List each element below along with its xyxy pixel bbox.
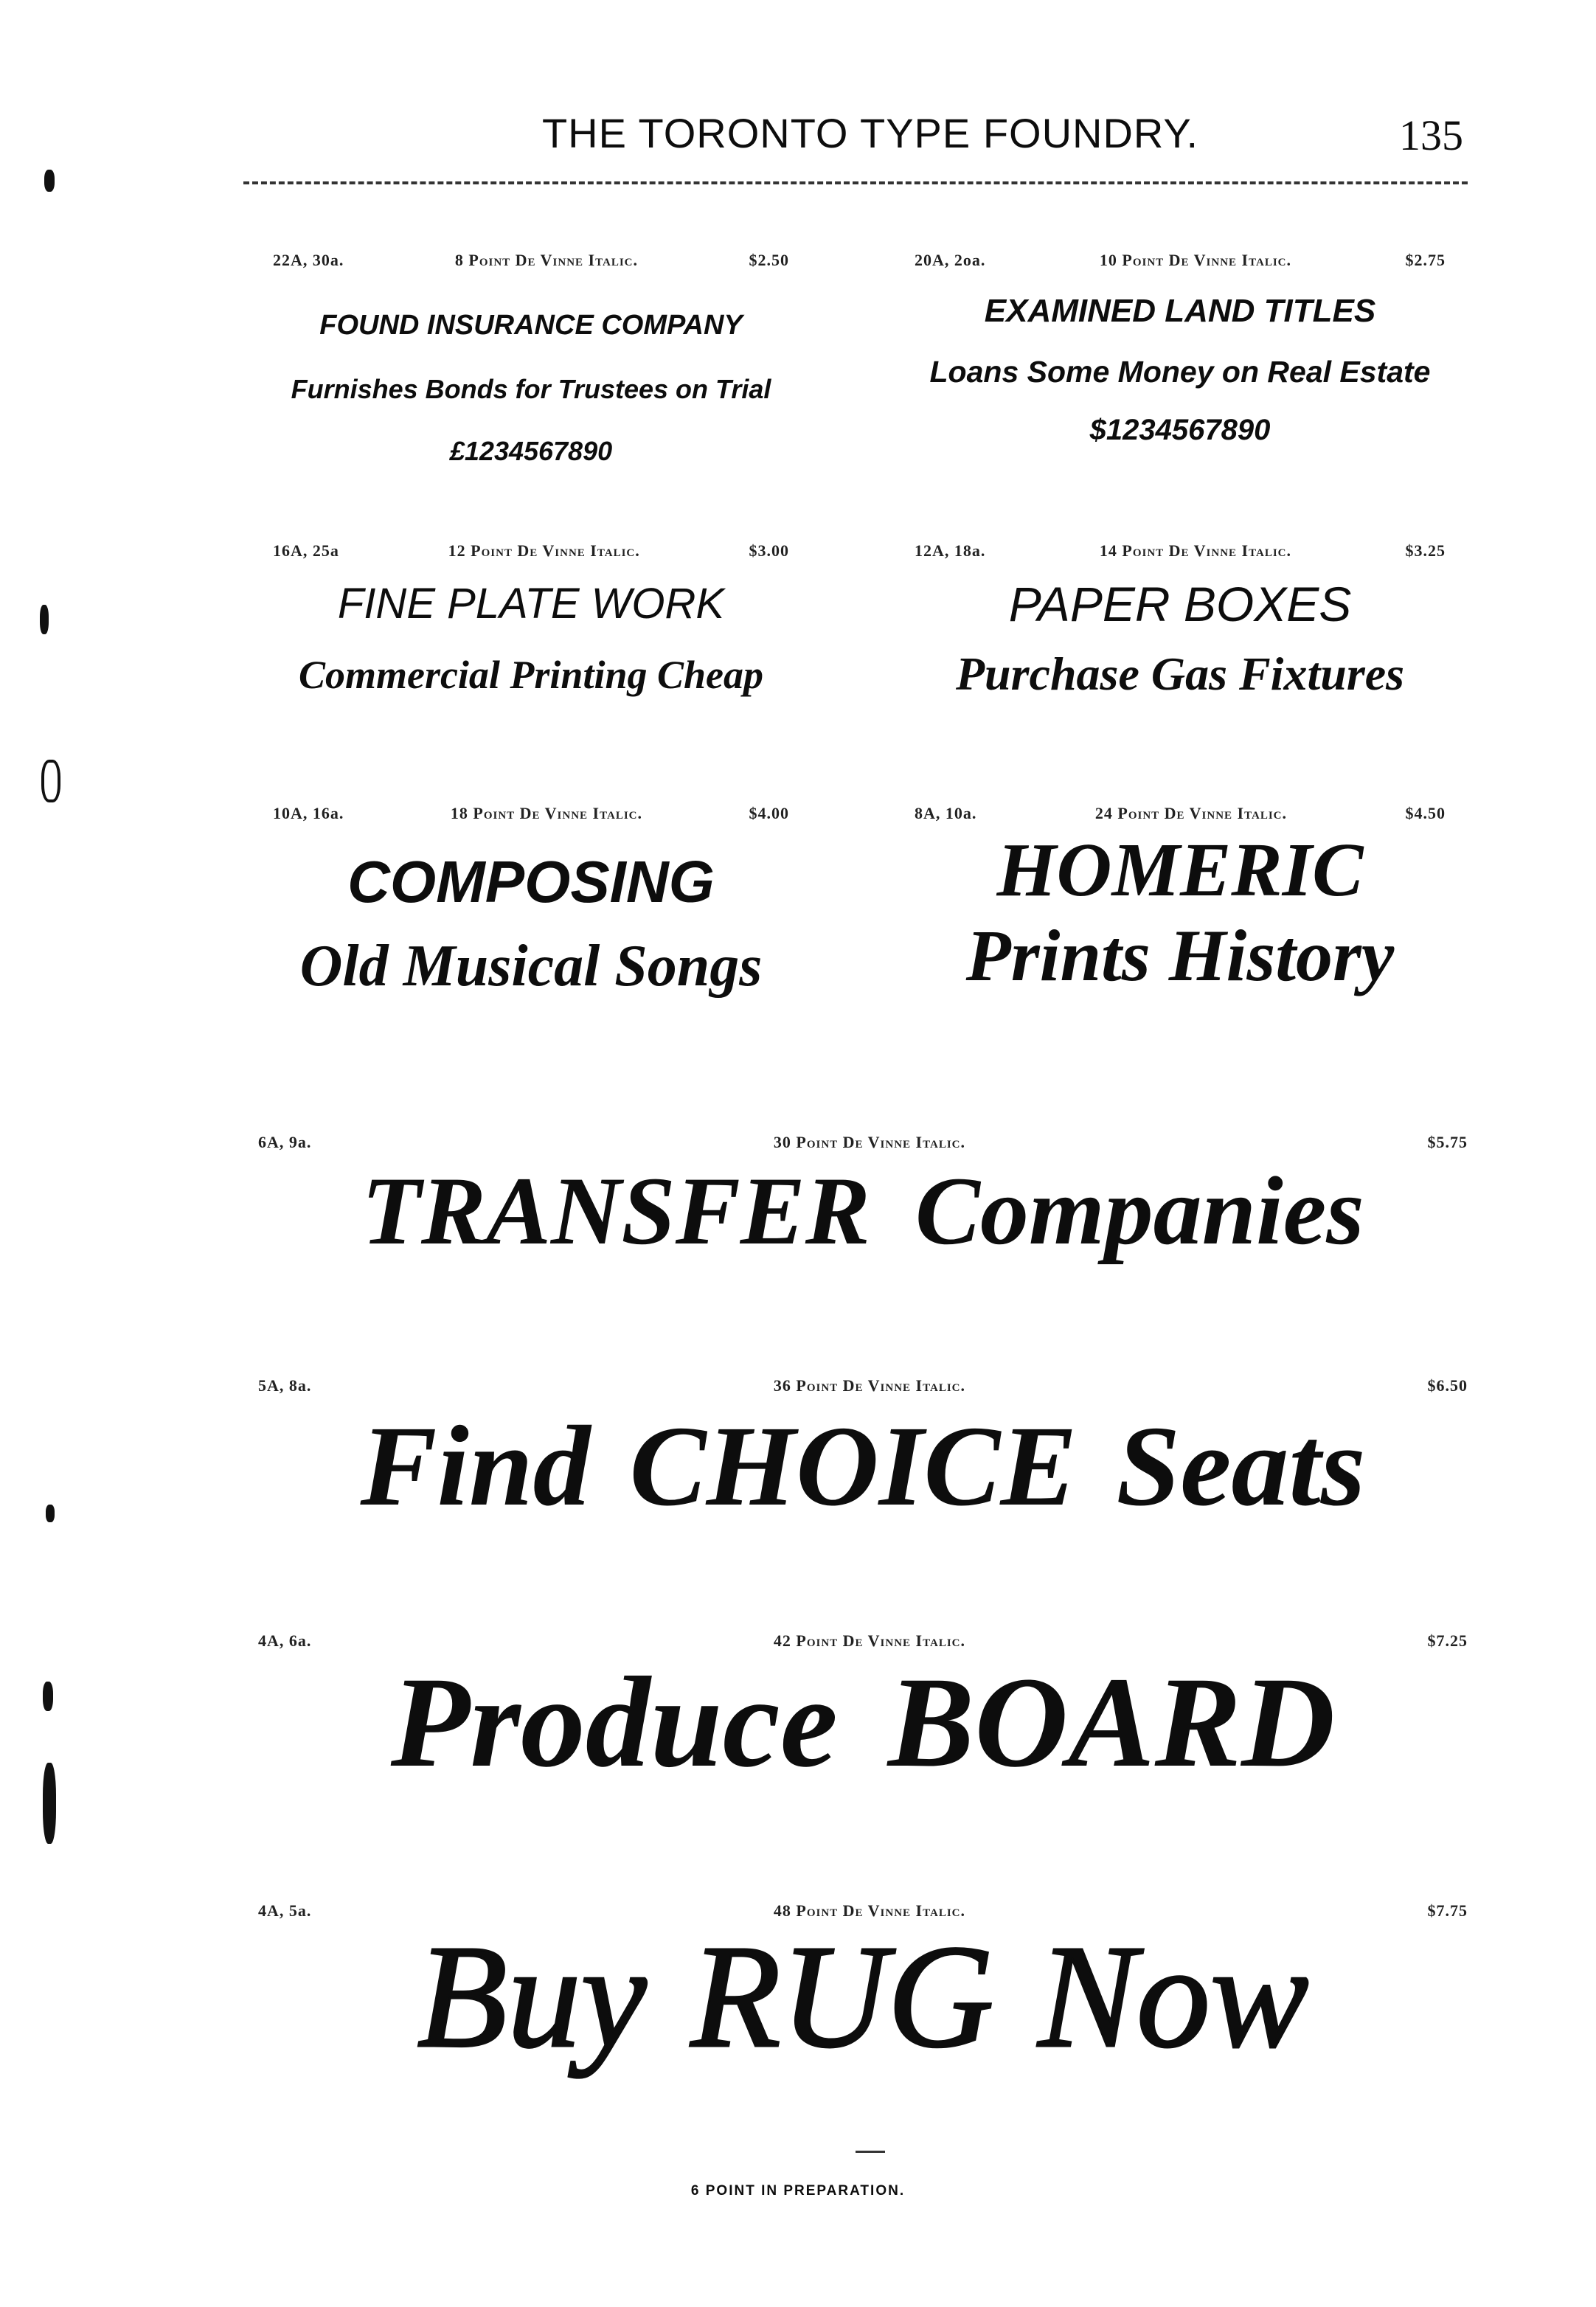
font-price: $2.75 — [1405, 251, 1446, 269]
sample-line: Loans Some Money on Real Estate — [929, 355, 1431, 389]
specimen-42pt — [258, 1631, 1468, 1794]
sample-line: Produce BOARD — [390, 1651, 1336, 1794]
page-title: THE TORONTO TYPE FOUNDRY. — [541, 110, 1199, 156]
sample-line: Commercial Printing Cheap — [298, 653, 764, 697]
font-price: $4.00 — [749, 804, 789, 822]
font-name: 8 Point De Vinne Italic. — [454, 251, 639, 269]
specimen-spec — [892, 541, 1468, 561]
margin-speck — [40, 605, 49, 634]
font-name: 24 Point De Vinne Italic. — [1094, 804, 1288, 822]
margin-speck — [44, 170, 55, 192]
specimen-spec — [258, 1376, 1468, 1395]
specimen-18pt — [243, 804, 819, 999]
sample-line: FOUND INSURANCE COMPANY — [319, 310, 743, 341]
font-count: 4A, 6a. — [258, 1631, 312, 1650]
specimen-12pt — [243, 541, 819, 695]
font-price: $2.50 — [749, 251, 789, 269]
specimen-spec — [258, 1631, 1468, 1651]
specimen-8pt — [243, 251, 819, 465]
font-price: $4.50 — [1405, 804, 1446, 822]
specimen-spec — [243, 251, 819, 270]
specimen-spec — [243, 541, 819, 561]
font-name: 10 Point De Vinne Italic. — [1099, 251, 1292, 269]
font-name: 12 Point De Vinne Italic. — [448, 541, 640, 560]
specimen-30pt — [258, 1133, 1468, 1265]
sample-line: Old Musical Songs — [299, 934, 763, 999]
font-count: 12A, 18a. — [915, 541, 986, 560]
sample-line: Purchase Gas Fixtures — [955, 648, 1405, 700]
font-price: $5.75 — [1427, 1133, 1468, 1151]
font-count: 22A, 30a. — [273, 251, 344, 269]
font-price: $3.00 — [749, 541, 789, 560]
margin-speck — [43, 1682, 53, 1711]
footnote-rule — [856, 2151, 885, 2153]
margin-speck — [41, 760, 60, 802]
sample-line: EXAMINED LAND TITLES — [984, 293, 1376, 329]
margin-speck — [46, 1505, 55, 1522]
font-count: 8A, 10a. — [915, 804, 977, 822]
sample-line: £1234567890 — [449, 436, 613, 466]
header-rule — [243, 181, 1468, 184]
sample-line: TRANSFER Companies — [361, 1156, 1364, 1265]
sample-line: Prints History — [965, 915, 1395, 996]
font-count: 4A, 5a. — [258, 1901, 312, 1920]
font-count: 5A, 8a. — [258, 1376, 312, 1395]
sample-line: $1234567890 — [1089, 414, 1271, 446]
footnote: 6 POINT IN PREPARATION. — [690, 2183, 906, 2199]
font-count: 6A, 9a. — [258, 1133, 312, 1151]
sample-line: HOMERIC — [996, 828, 1364, 912]
font-name: 30 Point De Vinne Italic. — [773, 1133, 966, 1151]
specimen-spec — [258, 1133, 1468, 1152]
sample-line: Find CHOICE Seats — [360, 1402, 1366, 1530]
font-name: 18 Point De Vinne Italic. — [450, 804, 643, 822]
specimen-24pt — [892, 804, 1468, 996]
font-name: 42 Point De Vinne Italic. — [773, 1631, 966, 1650]
font-price: $7.75 — [1427, 1901, 1468, 1920]
specimen-spec — [243, 804, 819, 823]
font-price: $6.50 — [1427, 1376, 1468, 1395]
specimen-14pt — [892, 541, 1468, 698]
specimen-spec — [892, 251, 1468, 270]
sample-line: Buy RUG Now — [417, 1915, 1309, 2078]
sample-line: PAPER BOXES — [1008, 577, 1352, 631]
sample-line: COMPOSING — [347, 849, 715, 915]
font-name: 36 Point De Vinne Italic. — [773, 1376, 966, 1395]
font-count: 16A, 25a — [273, 541, 339, 560]
font-count: 20A, 2oa. — [915, 251, 986, 269]
sample-line: Furnishes Bonds for Trustees on Trial — [291, 374, 771, 404]
margin-speck — [43, 1763, 56, 1844]
font-price: $3.25 — [1405, 541, 1446, 560]
specimen-spec — [892, 804, 1468, 823]
font-price: $7.25 — [1427, 1631, 1468, 1650]
specimen-10pt — [892, 251, 1468, 445]
page-number: 135 — [1399, 111, 1463, 159]
sample-line: FINE PLATE WORK — [337, 580, 725, 628]
specimen-48pt — [258, 1901, 1468, 2078]
font-name: 14 Point De Vinne Italic. — [1099, 541, 1292, 560]
specimen-36pt — [258, 1376, 1468, 1530]
font-count: 10A, 16a. — [273, 804, 344, 822]
font-name: 48 Point De Vinne Italic. — [773, 1901, 966, 1920]
